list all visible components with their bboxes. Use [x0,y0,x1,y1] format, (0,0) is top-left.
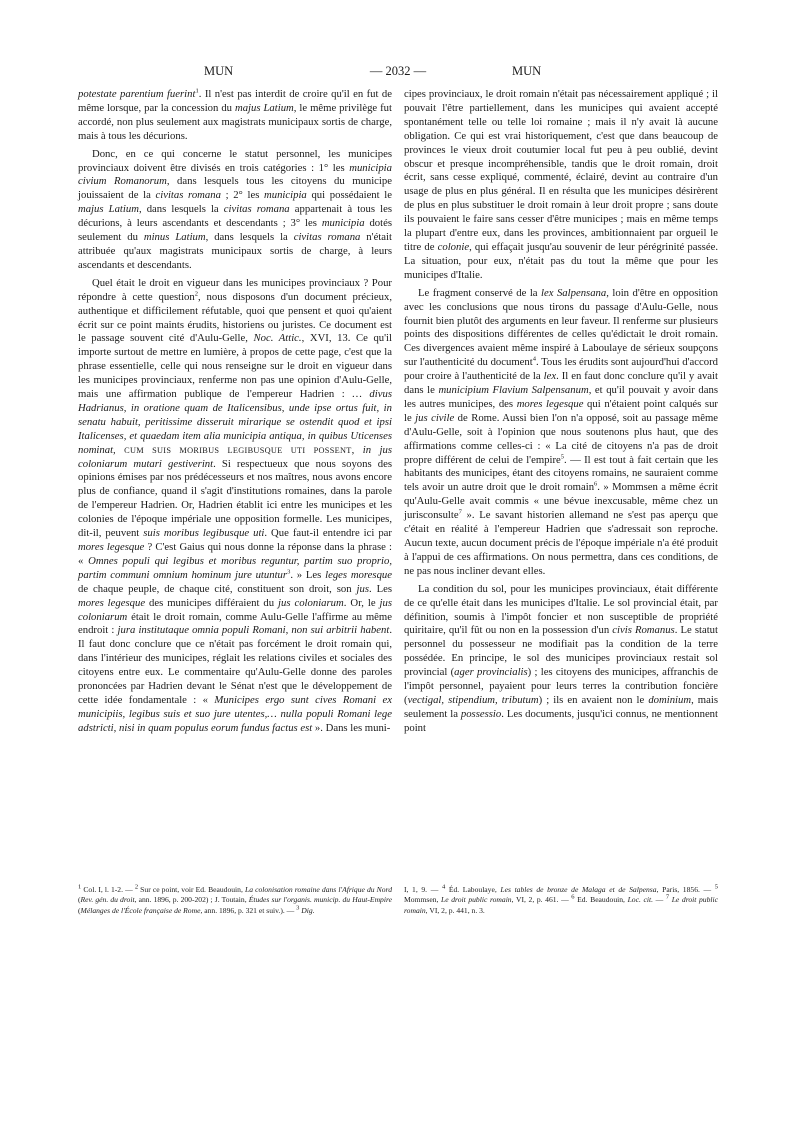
text-run: ? C'est Gaius qui nous donne la réponse dans la phrase : « [78,541,393,567]
italic-text: Noc. Attic. [253,332,302,345]
italic-text: jura institutaque omnia populi Romani, non sui arbitrii habent [117,624,390,637]
text-run: Sur ce point, voir Ed. Beaudouin, [138,885,245,894]
footnote-ref: 2 [194,290,198,298]
text-run: , ann. 1896, p. 200-202) ; J. Toutain, [134,895,249,905]
italic-text: dominium [648,693,692,706]
footnote-ref: 5 [560,453,565,460]
italic-text: Les tables de bronze de Malaga et de Salpensa [500,885,657,894]
footnote-ref: 4 [532,355,536,363]
italic-text: Dig. [301,905,315,915]
italic-text: in jus coloniarum mutari gestiverint [78,443,392,470]
text-run: Col. I, l. 1-2. — [81,885,135,894]
italic-text: Le droit public romain [404,895,718,915]
text-run: . — Il est tout à fait certain que les habitants des municipes, étant des citoyens romains, ne sauraient comme tels avoir un autre droit que le droit romain [404,453,718,494]
text-run: cipes provinciaux, le droit romain n'était pas nécessairement appliqué ; il pouvait l'être partiellement, dans les municipes qui avaient accepté spontanément telle ou telle loi romaine ; mais il n'y avait là aucune obligation. Ce qui est vrai historiquement, c'est que dans beaucoup de provinces le vieux droit coutumier local fut peu à peu oublié, devint obscur et presque incompréhensible, tandis que le droit romain, droit écrit, sans cesse expliqué, commenté, éclairé, devint au contraire d'un usage de plus en plus général. Il en résulta que les municipes désirèrent de plus en plus substituer le droit romain à leur droit propre ; sans doute ils pouvaient le faire sans cesser d'être municipes ; mais en même temps la plupart d'entre eux, dans les provinces, ambitionnaient par orgueil le titre de [404,88,718,253]
footnote-ref: 6 [571,893,575,901]
column-right [404,88,718,736]
text-run: ( [78,895,81,905]
paragraph [404,88,718,283]
text-run: , nous disposons d'un document précieux, authentique et difficilement réfutable, quoi que pensent et quoi qu'aient écrit sur ce point maints érudits, historiens ou juristes. Ce document est le passage souvent cité d'Aulu-Gelle, [78,290,392,345]
italic-text: jus [356,582,369,595]
text-run: , dans lesquels la [138,203,224,216]
italic-text: suis moribus legibusque uti [143,527,265,540]
text-run: , qui effaçait jusqu'au souvenir de leur pérégrinité passée. La situation, pour eux, n'était pas du tout la même que pour les municipes d'Italie. [404,240,718,281]
text-run: Le fragment conservé de la [418,286,542,299]
text-run: Quel était le droit en vigueur dans les municipes provinciaux ? Pour répondre à cette question [78,276,392,303]
text-run: . Que faut-il entendre ici par [264,527,392,540]
italic-text: Rev. gén. du droit [80,895,135,905]
text-run: . Le statut personnel du possesseur ne modifiait pas la condition de la terre possédée. En principe, le sol des municipes provinciaux restait sol provincial ( [404,624,718,679]
italic-text: ager provincialis [454,666,528,679]
text-run: ) ; ils en avaient non le [538,693,649,706]
italic-text: mores legesque [516,397,584,410]
paragraph [78,88,392,144]
text-run: dotés seulement du [78,217,393,244]
footnote-ref: 7 [665,893,670,901]
italic-text: Omnes populi qui legibus et moribus reguntur, partim suo proprio, partim communi omnium hominum jure utuntur [78,554,393,581]
text-run: Éd. Laboulaye, [445,885,501,894]
footnote-ref: 2 [134,883,139,891]
text-run: qui possédaient le [306,189,392,202]
text-run: , ann. 1896, p. 321 et suiv.). — [200,905,297,915]
text-run: . Or, le [343,596,380,609]
text-run: Mommsen, [404,895,442,905]
italic-text: potestate parentium fuerint [78,88,196,100]
text-run: ». Le savant historien allemand ne s'est pas aperçu que c'était en réalité à l'empereur Hadrien que s'adressait son reproche. Aucun texte, aucun document précis de l'époque impériale n'a été produit à l'appui de ces affirmations. On nous permettra, dans ces conditions, de ne pas nous incliner devant elles. [404,509,718,577]
text-run: I, 1, 9. — [404,885,442,894]
paragraph [78,277,392,736]
text-run: . Les documents, jusqu'ici connus, ne mentionnent point [404,707,718,734]
text-run: ». Dans les muni- [312,721,391,734]
text-run: était le droit romain, comme Aulu-Gelle l'affirme au même endroit : [78,610,392,637]
text-run: , loin d'être en opposition avec les conclusions que nous tirons du passage d'Aulu-Gelle, nous fournit bien plutôt des arguments en leur faveur. Il renferme sur plusieurs points des dispositions différentes de celles qu'édictait le droit romain. Ces divergences avaient même inspiré à Laboulaye de sérieux soupçons sur l'authenticité du document [404,286,718,369]
italic-text: colonie [437,240,470,253]
footnote-ref: 3 [287,568,291,576]
italic-text: civitas romana [223,203,290,216]
footnote-ref: 3 [296,904,300,912]
text-run: , Paris, 1856. — [656,885,715,894]
text-run: , dans lesquels tous les citoyens du municipe jouissaient de la [78,175,392,202]
footnote-ref: 4 [441,883,446,891]
text-run: , VI, 2, p. 461. — [511,895,572,905]
footnote-ref: 1 [78,883,82,891]
italic-text: jus civile [415,411,455,424]
italic-text: civitas romana [293,231,361,244]
text-run: — [652,895,666,905]
text-run: . » Les [290,568,326,581]
text-run: Donc, en ce qui concerne le statut personnel, les municipes provinciaux doivent être divisés en trois catégories : 1° les [78,147,392,174]
text-run: . Il n'est pas interdit de croire qu'il en fut de même lorsque, par la concession du [78,88,392,114]
text-run: , XVI, 13. Ce qu'il importe surtout de mettre en lumière, à propos de cette page, c'est que la phrase essentielle, celle qui nous renseigne sur le droit en vigueur dans les municipes provinciaux, renferme non pas une opinion d'Aulu-Gelle, mais une affirmation publique de l'empereur Hadrien : [78,332,393,401]
italic-text: municipia [264,189,307,202]
text-run: . Il faut donc conclure que ce n'était pas forcément le droit romain qui, dans l'intérieur des municipes, réglait les relations civiles et sociales des citoyens entre eux. Le commentaire qu'Aulu-Gelle donne des paroles prononcées par Hadrien devant le Sénat n'est que le développement de cette idée fondamentale : « [78,624,392,706]
footnote-ref: 1 [195,87,199,95]
footnote-ref: 6 [594,480,598,488]
text-run: . Les [368,582,392,595]
italic-text: Le droit public romain [441,895,512,905]
italic-text: lex [543,370,557,383]
text-run: , [351,443,363,456]
text-run: Ed. Beaudouin, [574,895,628,905]
italic-text: … divus Hadrianus, in oratione quam de Italicensibus, unde ipse ortus fuit, in senatu habuit, peritissime disseruit mirarique se ostendit quod et ipsi Italicenses, et quaedam item alia municipia antiqua, in quibus Uticenses nominat, [78,388,392,456]
italic-text: vectigal, stipendium, tributum [407,693,539,706]
text-run: ; 2° les [220,189,265,202]
italic-text: municipium Flavium Salpensanum [438,384,589,397]
text-run: de Rome. Aussi bien l'on n'a opposé, soit au passage même d'Aulu-Gelle, soit à l'opinion que nous soutenons plus haut, que des affirmations comme celles-ci : « La cité de citoyens n'a pas de droit propre différent de celui de l'empire [404,411,718,466]
italic-text: Municipes ergo sunt cives Romani ex municipiis, legibus suis et suo jure utentes,… nulla populi Romani lege adstricti, nisi in quam populus eorum fundus factus est [78,693,392,734]
text-run: , le même privilège fut accordé, non plus seulement aux magistrats municipaux sortis de charge, mais à tous les décurions. [78,101,392,142]
text-run: ( [78,905,81,915]
text-run: . Il en faut donc conclure qu'il y avait dans le [404,370,718,397]
text-run: qui n'étaient point calqués sur le [404,397,718,424]
text-run: . Tous les érudits sont aujourd'hui d'accord pour croire à l'authenticité de la [404,356,718,383]
text-run: . » Mommsen a même écrit qu'Aulu-Gelle avait commis « une bévue inexcusable, même chez un jurisconsulte [404,481,719,522]
italic-text: lex Salpensana [541,286,607,299]
footnotes-right [404,885,718,916]
header-left: MUN [204,64,234,78]
page-number: — 2032 — [369,64,427,78]
text-run: n'était attribuée qu'aux magistrats municipaux sortis de charge, à leurs ascendants et descendants. [78,231,392,271]
text-run: ) ; les citoyens des municipes, affranchis de l'impôt personnel, payaient pour leurs terres la contribution foncière ( [404,666,718,706]
italic-text: municipia [321,217,365,230]
italic-text: jus coloniarum [78,596,392,623]
footnote-ref: 7 [458,508,462,516]
italic-text: mores legesque [78,596,146,609]
small-caps-text: CUM SUIS MORIBUS LEGIBUSQUE UTI POSSENT [124,445,352,455]
footnotes-left [78,885,392,916]
text-run: appartenait à tous les décurions, à leurs ascendants et descendants ; 3° les [78,203,392,230]
text-run: , dans lesquels la [205,231,294,244]
italic-text: possessio [460,707,502,720]
italic-text: majus Latium [234,101,294,114]
text-run: de chaque peuple, de chaque cité, constituent son droit, son [78,582,357,595]
text-run: , et qu'il pouvait y avoir dans les autres municipes, des [404,384,719,410]
italic-text: Loc. cit. [627,895,653,905]
text-run: La condition du sol, pour les municipes provinciaux, était différente de ce qu'elle était dans les municipes d'Italie. Le sol provincial était, par définition, soumis à l'impôt foncier et non susceptible de propriété quiritaire, qu'il fût ou non en la possession d'un [404,582,718,637]
italic-text: leges moresque [325,568,393,581]
italic-text: majus Latium [78,203,139,216]
text-run: . Si respectueux que nous soyons des opinions émises par nos prédécesseurs et nos maîtres, nous avons encore plus de confiance, quand il s'agit d'institutions romaines, dans la parole de l'empereur Hadrien. Or, Hadrien établit ici entre les municipes et les colonies de l'époque impériale une opposition formelle. Les municipes, dit-il, peuvent [78,457,392,540]
running-header [78,64,718,82]
italic-text: mores legesque [78,541,145,553]
italic-text: civitas romana [155,189,221,202]
text-run: , mais seulement la [404,693,718,720]
column-left [78,88,392,736]
paragraph [78,148,392,273]
paragraph [404,583,718,736]
italic-text: Mélanges de l'École française de Rome [80,905,201,915]
italic-text: civis Romanus [612,624,675,637]
footnote-ref: 5 [714,883,719,891]
text-run: , VI, 2, p. 441, n. 3. [425,905,485,915]
italic-text: Études sur l'organis. municip. du Haut-Empire [248,895,392,905]
header-right: MUN [512,64,542,78]
italic-text: minus Latium [143,231,206,244]
italic-text: La colonisation romaine dans l'Afrique du Nord [244,885,393,894]
paragraph [404,287,718,579]
italic-text: municipia civium Romanorum [78,161,392,188]
italic-text: jus coloniarum [278,596,344,609]
text-run: des municipes différaient du [145,596,279,609]
